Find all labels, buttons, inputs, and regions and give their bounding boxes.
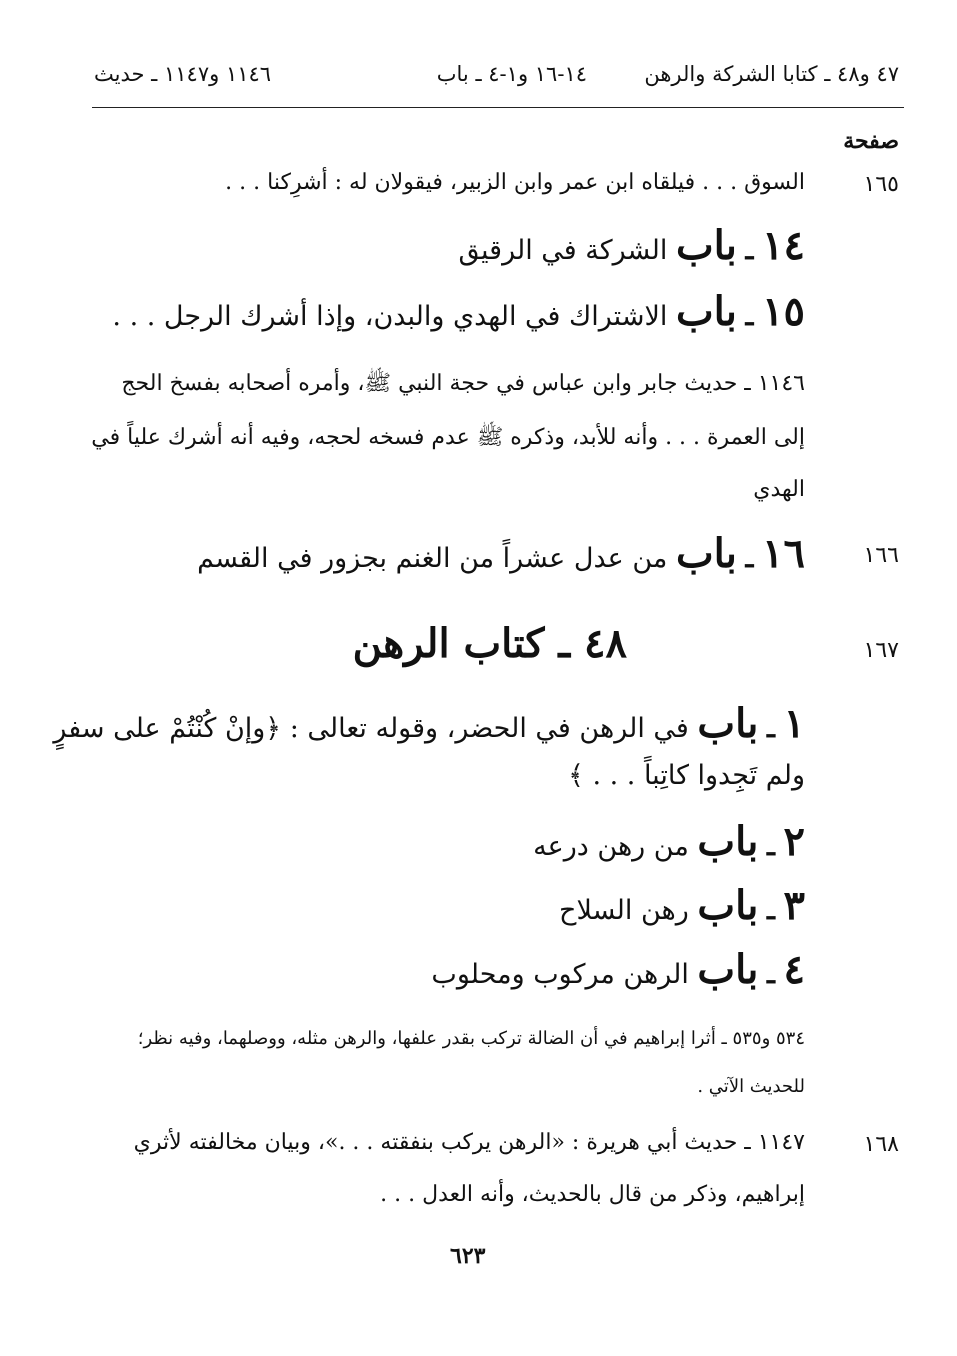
athar-line-2: للحديث الآتي . [697,1076,805,1097]
bab-sep: ـ [767,959,775,990]
entry-text-165: السوق . . . فيلقاه ابن عمر وابن الزبير، فيقولان له : أشرِكنا . . . [225,170,805,195]
bab-title: رهن السلاح [559,895,689,926]
bab-word: باب [675,530,737,577]
bab-sep: ـ [767,831,775,862]
bab-number: ١٦ [762,530,805,577]
bab-sep: ـ [767,895,775,926]
bab-title: الاشتراك في الهدي والبدن، وإذا أشرك الرجل . . . [112,301,668,332]
bab-word: باب [675,288,737,335]
hadith-1146-line-1: ١١٤٦ ـ حديث جابر وابن عباس في حجة النبي ﷺ، وأمره أصحابه بفسخ الحج [121,371,805,396]
bab-3-heading [559,882,805,929]
page-ref-166: ١٦٦ [863,543,899,568]
page-ref-167: ١٦٧ [863,638,899,663]
hadith-1147-line-1: ١١٤٧ ـ حديث أبي هريرة : «الرهن يركب بنفقته . . .»، وبيان مخالفته لأثري [133,1130,805,1155]
bab-16-heading [197,530,805,577]
bab-2-heading [533,818,805,865]
bab-15-heading [112,288,805,335]
bab-title: من عدل عشراً من الغنم بجزور في القسم [197,543,668,574]
bab-sep: ـ [745,301,754,332]
bab-number: ١٤ [762,222,805,269]
header-center: ١٤-١٦ و١-٤ ـ باب [436,62,587,86]
header-right: ٤٧ و٤٨ ـ كتابا الشركة والرهن [644,62,899,86]
page-column-label: صفحة [843,128,899,154]
bab-number: ٢ [783,818,805,865]
bab-4-heading [431,946,805,993]
bab-title: الشركة في الرقيق [458,235,668,266]
page-number: ٦٢٣ [450,1243,486,1269]
bab-number: ١٥ [762,288,805,335]
bab-word: باب [675,222,737,269]
bab-word: باب [697,818,759,865]
bab-1-title-line-2: ولم تَجِدوا كاتِباً . . . ﴾ [568,760,805,791]
hadith-1147-line-2: إبراهيم، وذكر من قال بالحديث، وأنه العدل . . . [380,1182,805,1207]
hadith-1146-line-3: الهدي [753,477,805,502]
bab-14-heading [459,222,805,269]
bab-number: ١ [783,700,805,747]
bab-word: باب [697,700,759,747]
bab-title: الرهن مركوب ومحلوب [431,959,689,990]
hadith-1146-line-2: إلى العمرة . . . وأنه للأبد، وذكره ﷺ عدم فسخه لحجه، وفيه أنه أشرك علياً في [91,425,805,450]
header-left: ١١٤٦ و١١٤٧ ـ حديث [94,62,272,86]
bab-word: باب [697,946,759,993]
page-ref-168: ١٦٨ [863,1132,899,1157]
bab-number: ٤ [783,946,805,993]
bab-word: باب [697,882,759,929]
bab-1-heading [53,700,805,747]
header-rule [92,107,904,108]
bab-title: من رهن درعه [533,831,689,862]
page-ref-165: ١٦٥ [863,172,899,197]
book-48-title: ٤٨ ـ كتاب الرهن [352,620,627,667]
bab-title: في الرهن في الحضر، وقوله تعالى : ﴿وإنْ كُنْتُمْ على سفرٍ [53,713,689,744]
bab-number: ٣ [783,882,805,929]
bab-sep: ـ [745,235,754,266]
bab-sep: ـ [745,543,754,574]
athar-line-1: ٥٣٤ و٥٣٥ ـ أثرا إبراهيم في أن الضالة تركب بقدر علفها، والرهن مثله، ووصلهما، وفيه نظر؛ [137,1028,805,1049]
bab-sep: ـ [767,713,775,744]
